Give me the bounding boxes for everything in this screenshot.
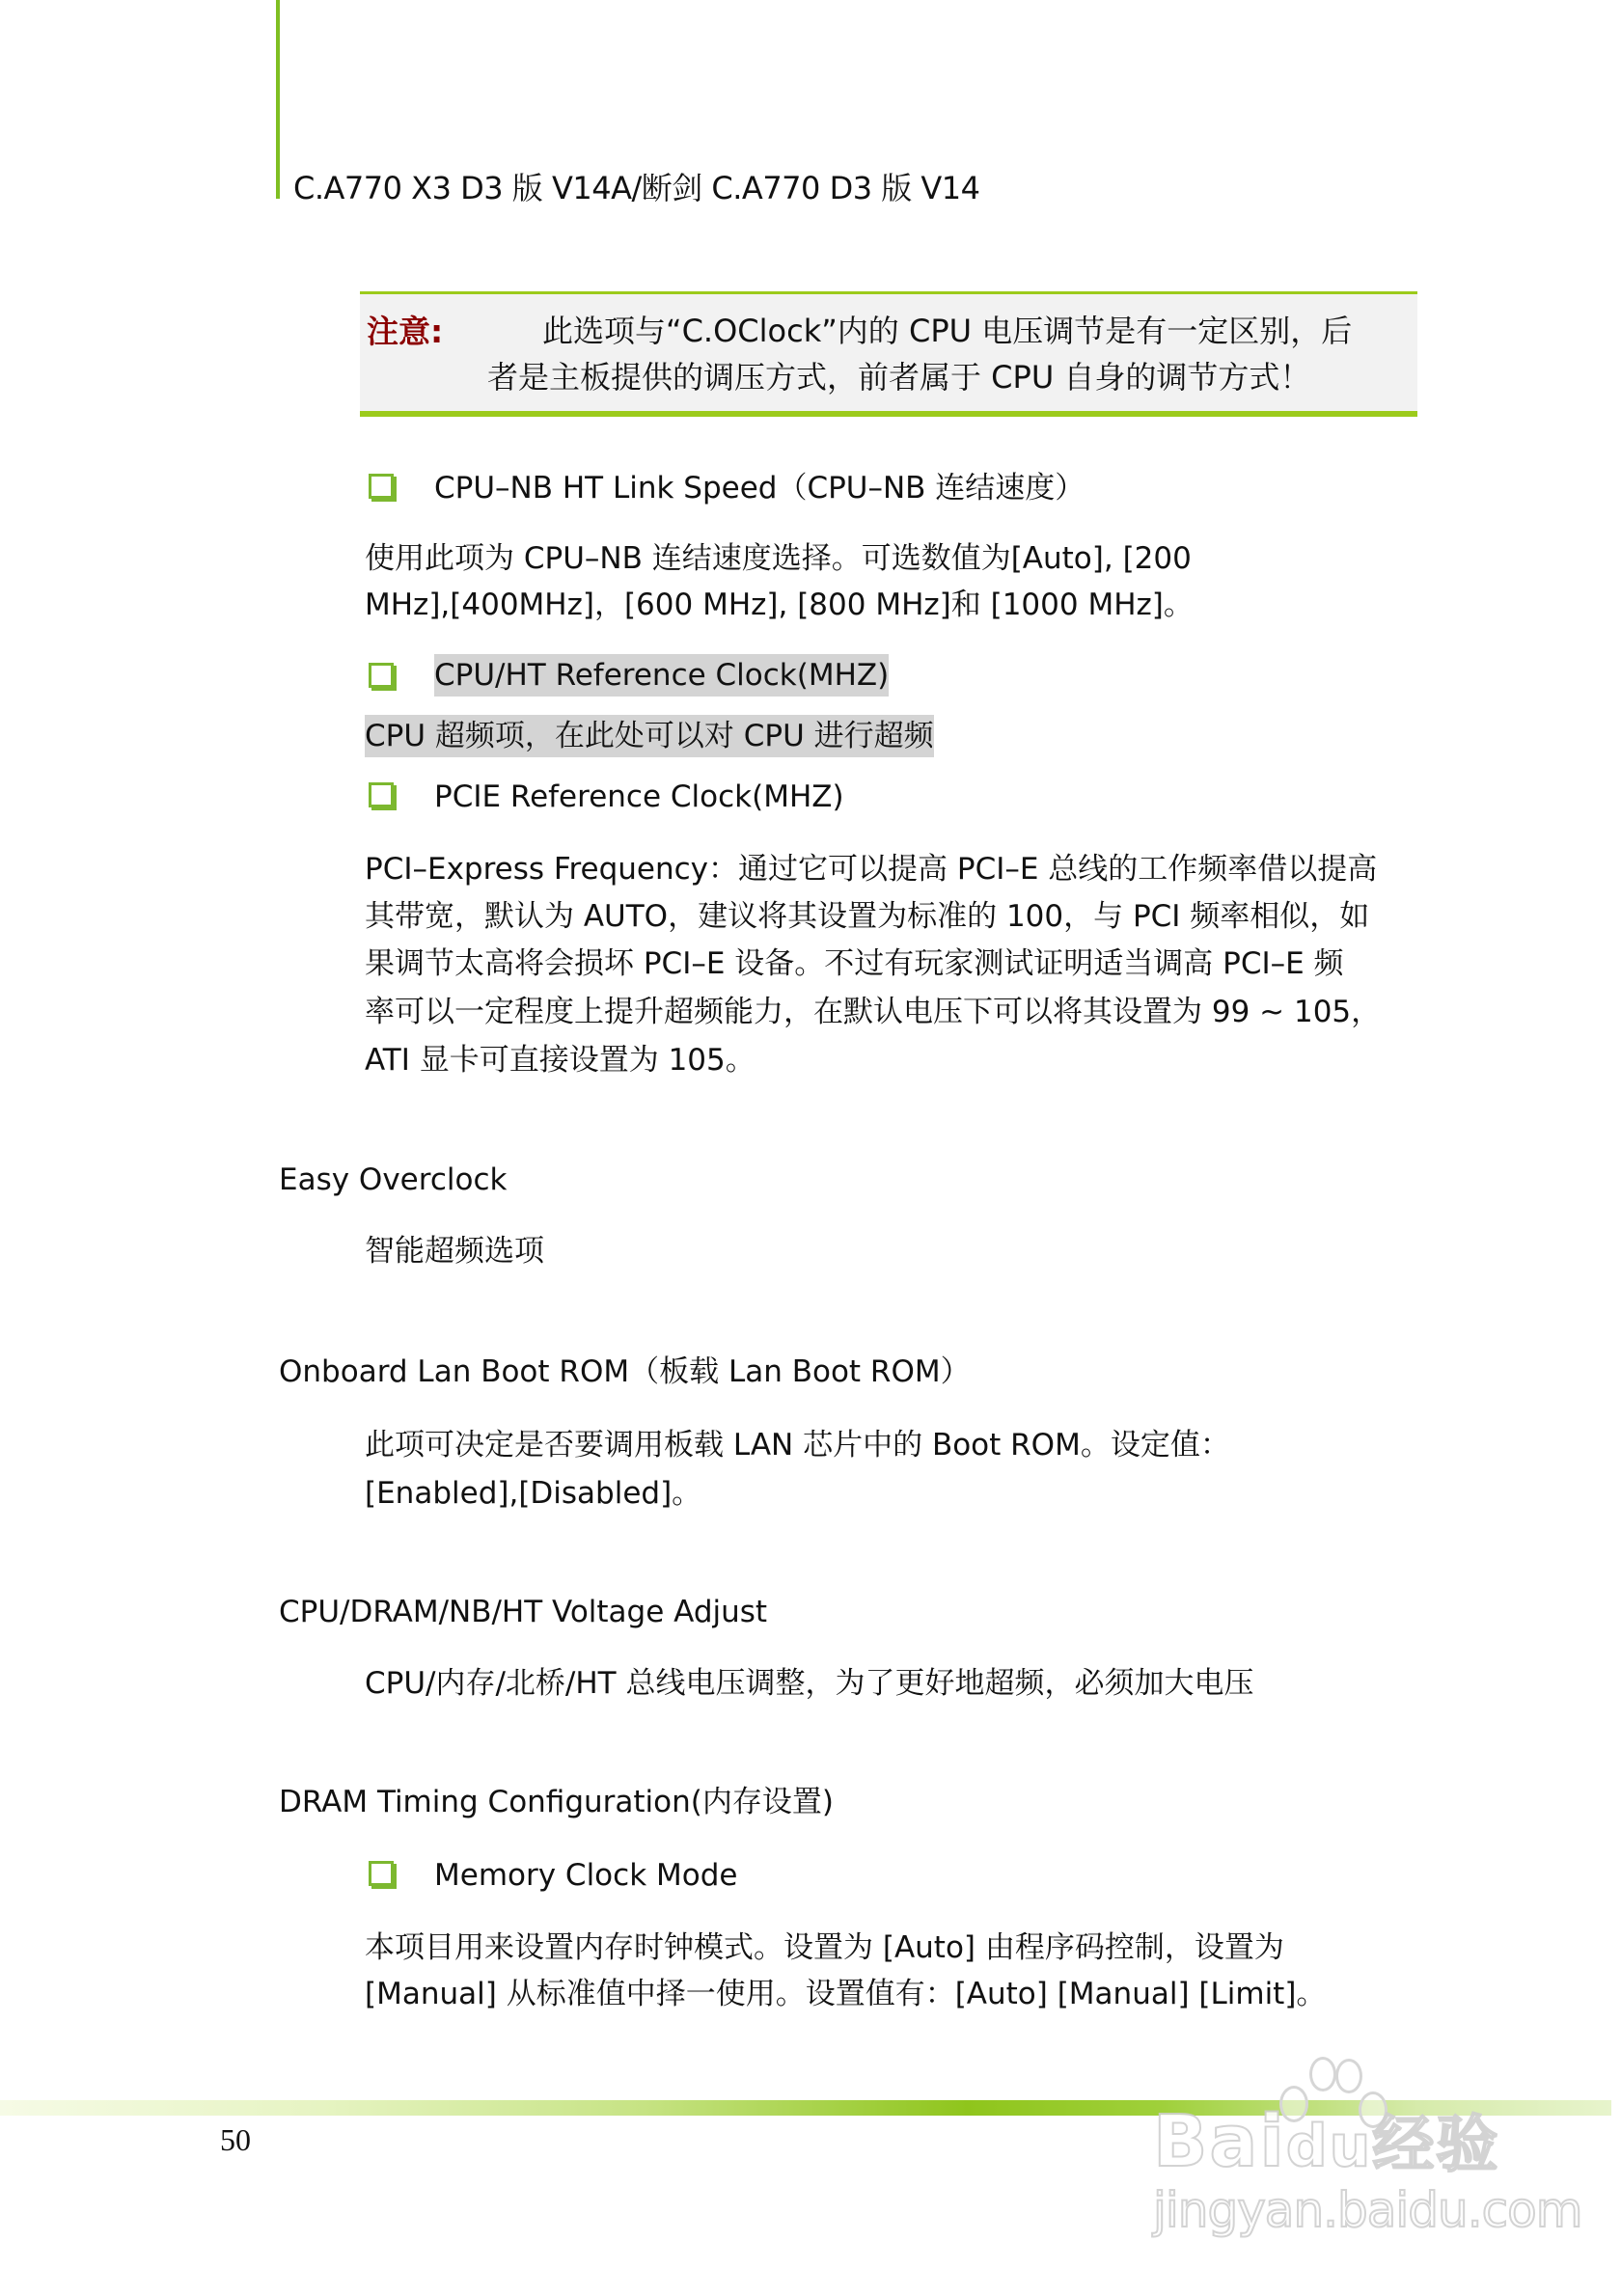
body-line: 果调节太高将会损坏 PCI–E 设备。不过有玩家测试证明适当调高 PCI–E 频 bbox=[365, 946, 1344, 981]
checkbox-bullet-icon bbox=[369, 782, 394, 807]
document-header-title: C.A770 X3 D3 版 V14A/断剑 C.A770 D3 版 V14 bbox=[293, 170, 980, 206]
watermark-brand-paw: du bbox=[1285, 2113, 1373, 2180]
header-accent-bar bbox=[276, 0, 280, 199]
bullet-title-pcie-reference-clock: PCIE Reference Clock(MHZ) bbox=[434, 779, 844, 814]
body-line: 其带宽，默认为 AUTO，建议将其设置为标准的 100，与 PCI 频率相似，如 bbox=[365, 899, 1370, 934]
heading-onboard-lan-boot-rom: Onboard Lan Boot ROM（板载 Lan Boot ROM） bbox=[279, 1354, 971, 1389]
body-line: ATI 显卡可直接设置为 105。 bbox=[365, 1043, 756, 1078]
checkbox-bullet-icon bbox=[369, 1861, 394, 1886]
watermark-brand-right: 经验 bbox=[1372, 2110, 1500, 2181]
paw-toe-icon bbox=[1335, 2059, 1362, 2093]
bullet-title-cpu-ht-reference-clock bbox=[434, 656, 889, 695]
watermark-url: jingyan.baidu.com bbox=[1153, 2182, 1582, 2238]
note-text-line-2: 者是主板提供的调压方式，前者属于 CPU 自身的调节方式！ bbox=[487, 359, 1311, 396]
body-line: 此项可决定是否要调用板载 LAN 芯片中的 Boot ROM。设定值： bbox=[365, 1428, 1230, 1462]
note-label: 注意: bbox=[367, 313, 444, 350]
highlighted-text: CPU/HT Reference Clock(MHZ) bbox=[434, 654, 889, 697]
bullet-title-memory-clock-mode: Memory Clock Mode bbox=[434, 1858, 738, 1893]
note-text-line-1: 此选项与“C.OClock”内的 CPU 电压调节是有一定区别，后 bbox=[542, 313, 1353, 349]
body-line: MHz],[400MHz]，[600 MHz], [800 MHz]和 [1000 MHz]。 bbox=[365, 588, 1194, 622]
body-line: [Manual] 从标准值中择一使用。设置值有：[Auto] [Manual] [Limit]。 bbox=[365, 1977, 1327, 2011]
heading-dram-timing-configuration: DRAM Timing Configuration(内存设置) bbox=[279, 1785, 834, 1819]
checkbox-bullet-icon bbox=[369, 474, 394, 499]
watermark-brand bbox=[1153, 2095, 1499, 2184]
page-number: 50 bbox=[220, 2122, 251, 2157]
paw-toe-icon bbox=[1309, 2057, 1336, 2091]
body-line: PCI–Express Frequency：通过它可以提高 PCI–E 总线的工作频率借以提高 bbox=[365, 852, 1378, 887]
checkbox-bullet-icon bbox=[369, 663, 394, 688]
body-line: 本项目用来设置内存时钟模式。设置为 [Auto] 由程序码控制，设置为 bbox=[365, 1930, 1284, 1965]
body-line: 率可以一定程度上提升超频能力，在默认电压下可以将其设置为 99 ~ 105， bbox=[365, 995, 1382, 1029]
body-line-highlighted bbox=[365, 717, 934, 755]
watermark-brand-left: Bai bbox=[1153, 2100, 1286, 2183]
heading-easy-overclock: Easy Overclock bbox=[279, 1162, 508, 1197]
body-line: CPU/内存/北桥/HT 总线电压调整，为了更好地超频，必须加大电压 bbox=[365, 1666, 1254, 1701]
heading-voltage-adjust: CPU/DRAM/NB/HT Voltage Adjust bbox=[279, 1595, 768, 1629]
body-line: [Enabled],[Disabled]。 bbox=[365, 1476, 702, 1511]
bullet-title-cpu-nb-link-speed: CPU–NB HT Link Speed（CPU–NB 连结速度） bbox=[434, 471, 1085, 506]
highlighted-text: CPU 超频项，在此处可以对 CPU 进行超频 bbox=[365, 715, 934, 757]
body-line: 使用此项为 CPU–NB 连结速度选择。可选数值为[Auto], [200 bbox=[365, 541, 1192, 576]
body-line: 智能超频选项 bbox=[365, 1234, 544, 1269]
